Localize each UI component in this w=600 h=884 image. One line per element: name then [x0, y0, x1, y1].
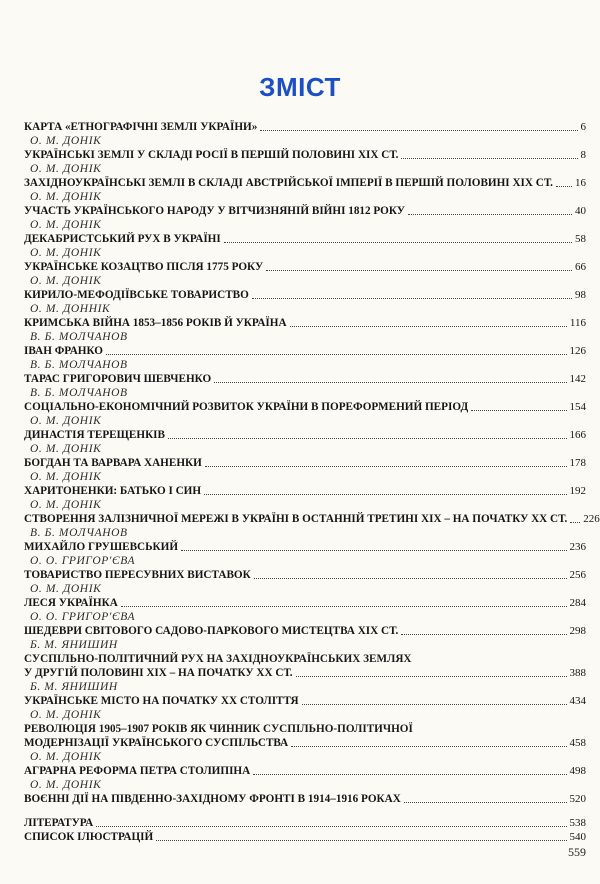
toc-entry-author: В. Б. МОЛЧАНОВ [30, 387, 128, 399]
toc-row [24, 816, 586, 830]
toc-row [24, 568, 586, 582]
toc-entry [24, 638, 586, 680]
toc-entry-title: КИРИЛО-МЕФОДІЇВСЬКЕ ТОВАРИСТВО [24, 289, 249, 301]
toc-entry [24, 134, 586, 162]
toc-entry-author: О. О. ГРИГОР'ЄВА [30, 611, 136, 623]
dot-leader [224, 242, 572, 243]
toc-row [24, 792, 586, 806]
toc-entry-title-line: СУСПІЛЬНО-ПОЛІТИЧНИЙ РУХ НА ЗАХІДНОУКРАЇНСЬКИХ ЗЕМЛЯХ [24, 653, 412, 665]
toc-entry-title: ВОЄННІ ДІЇ НА ПІВДЕННО-ЗАХІДНОМУ ФРОНТІ В 1914–1916 РОКАХ [24, 793, 401, 805]
dot-leader [254, 578, 567, 579]
toc-entry-title: БОГДАН ТА ВАРВАРА ХАНЕНКИ [24, 457, 202, 469]
dot-leader [96, 826, 566, 827]
dot-leader [253, 774, 566, 775]
toc-backmatter-entry [24, 816, 586, 830]
toc-entry-title: УКРАЇНСЬКЕ МІСТО НА ПОЧАТКУ XX СТОЛІТТЯ [24, 695, 299, 707]
table-of-contents [24, 120, 600, 844]
toc-entry [24, 302, 586, 330]
toc-entry-title: УКРАЇНСЬКІ ЗЕМЛІ У СКЛАДІ РОСІЇ В ПЕРШІЙ ПОЛОВИНІ XIX СТ. [24, 149, 399, 161]
toc-entry [24, 414, 586, 442]
dot-leader [302, 704, 567, 705]
toc-entry-author: О. М. ДОНІК [30, 219, 102, 231]
dot-leader [205, 466, 567, 467]
toc-page-number: 6 [580, 121, 586, 133]
toc-page-number: 166 [569, 429, 586, 441]
toc-page-number: 298 [569, 625, 586, 637]
toc-row [24, 484, 586, 498]
toc-entry-title: ЛІТЕРАТУРА [24, 817, 94, 829]
dot-leader [204, 494, 566, 495]
toc-page-number: 540 [569, 831, 586, 843]
section-gap [24, 806, 586, 816]
toc-entry-author: Б. М. ЯНИШИН [30, 639, 118, 651]
toc-entry-author: О. М. ДОНІК [30, 709, 102, 721]
toc-row [24, 232, 586, 246]
toc-entry-author: В. Б. МОЛЧАНОВ [30, 331, 128, 343]
toc-entry [24, 778, 586, 806]
toc-row [24, 288, 586, 302]
toc-row [24, 512, 600, 526]
toc-row [24, 764, 586, 778]
page-title: ЗМІСТ [259, 72, 341, 102]
toc-page-number: 538 [569, 817, 586, 829]
dot-leader [260, 130, 577, 131]
toc-page-number: 98 [575, 289, 586, 301]
toc-entry [24, 162, 586, 190]
toc-backmatter-entry [24, 830, 586, 844]
toc-page-number: 498 [569, 765, 586, 777]
toc-entry [24, 358, 586, 386]
toc-page-number: 126 [569, 345, 586, 357]
toc-entry-title: УЧАСТЬ УКРАЇНСЬКОГО НАРОДУ У ВІТЧИЗНЯНІЙ ВІЙНІ 1812 РОКУ [24, 205, 405, 217]
toc-entry [24, 708, 586, 750]
toc-entry [24, 120, 586, 134]
toc-entry-title: СОЦІАЛЬНО-ЕКОНОМІЧНИЙ РОЗВИТОК УКРАЇНИ В ПОРЕФОРМЕНИЙ ПЕРІОД [24, 401, 469, 413]
dot-leader [168, 438, 567, 439]
toc-row [24, 830, 586, 844]
toc-row [24, 204, 586, 218]
toc-entry-title: ДИНАСТІЯ ТЕРЕЩЕНКІВ [24, 429, 165, 441]
toc-entry-author: О. М. ДОНІК [30, 443, 102, 455]
toc-page-number: 116 [569, 317, 586, 329]
toc-entry-author: О. М. ДОНІК [30, 275, 102, 287]
dot-leader [266, 270, 572, 271]
toc-row [24, 120, 586, 134]
dot-leader [401, 158, 577, 159]
toc-entry-author: О. М. ДОНІК [30, 751, 102, 763]
toc-entry-author: О. М. ДОНІК [30, 415, 102, 427]
toc-entry-author: О. М. ДОНІК [30, 191, 102, 203]
page-number: 559 [568, 845, 586, 859]
toc-entry-author: О. М. ДОНІК [30, 471, 102, 483]
toc-entry-author: О. М. ДОНІК [30, 135, 102, 147]
toc-entry-title: АГРАРНА РЕФОРМА ПЕТРА СТОЛИПІНА [24, 765, 251, 777]
toc-entry-title: ІВАН ФРАНКО [24, 345, 104, 357]
toc-entry-author: О. М. ДОНІК [30, 583, 102, 595]
toc-entry-title: ХАРИТОНЕНКИ: БАТЬКО І СИН [24, 485, 202, 497]
toc-row [24, 694, 586, 708]
toc-page-number: 192 [569, 485, 586, 497]
toc-entry [24, 246, 586, 274]
toc-entry [24, 526, 586, 554]
toc-page-number: 520 [569, 793, 586, 805]
toc-page-number: 58 [575, 233, 586, 245]
toc-entry [24, 470, 586, 498]
toc-row [24, 596, 586, 610]
toc-entry-title: СПИСОК ІЛЮСТРАЦІЙ [24, 831, 154, 843]
dot-leader [121, 606, 567, 607]
toc-entry [24, 190, 586, 218]
toc-row [24, 428, 586, 442]
dot-leader [570, 522, 580, 523]
toc-row [24, 456, 586, 470]
toc-row [24, 176, 586, 190]
toc-entry [24, 680, 586, 708]
dot-leader [556, 186, 572, 187]
dot-leader [252, 298, 572, 299]
toc-entry-title: МОДЕРНІЗАЦІЇ УКРАЇНСЬКОГО СУСПІЛЬСТВА [24, 737, 289, 749]
toc-row [24, 148, 586, 162]
toc-entry-author: О. М. ДОННІК [30, 303, 111, 315]
toc-row [24, 624, 586, 638]
dot-leader [404, 802, 567, 803]
dot-leader [471, 410, 566, 411]
toc-entry [24, 386, 586, 414]
toc-entry-title: КРИМСЬКА ВІЙНА 1853–1856 РОКІВ Й УКРАЇНА [24, 317, 287, 329]
toc-page-number: 388 [569, 667, 586, 679]
toc-entry-author: О. М. ДОНІК [30, 499, 102, 511]
toc-page-number: 256 [569, 569, 586, 581]
toc-page-number: 40 [575, 205, 586, 217]
toc-entry-title: КАРТА «ЕТНОГРАФІЧНІ ЗЕМЛІ УКРАЇНИ» [24, 121, 258, 133]
toc-row [24, 736, 586, 750]
toc-page-number: 178 [569, 457, 586, 469]
toc-entry-title: У ДРУГІЙ ПОЛОВИНІ XIX – НА ПОЧАТКУ XX СТ. [24, 667, 293, 679]
toc-page-number: 284 [569, 597, 586, 609]
toc-entry-title: ДЕКАБРИСТСЬКИЙ РУХ В УКРАЇНІ [24, 233, 221, 245]
toc-entry-author: О. М. ДОНІК [30, 247, 102, 259]
toc-page-number: 8 [580, 149, 586, 161]
toc-row [24, 316, 586, 330]
toc-row [24, 260, 586, 274]
dot-leader [156, 840, 566, 841]
toc-entry-title: УКРАЇНСЬКЕ КОЗАЦТВО ПІСЛЯ 1775 РОКУ [24, 261, 264, 273]
dot-leader [401, 634, 566, 635]
toc-page-number: 154 [569, 401, 586, 413]
toc-entry [24, 750, 586, 778]
toc-row [24, 540, 586, 554]
toc-page-number: 142 [569, 373, 586, 385]
toc-entry-author: О. М. ДОНІК [30, 163, 102, 175]
toc-page-number: 16 [575, 177, 586, 189]
toc-entry-title: ЛЕСЯ УКРАЇНКА [24, 597, 118, 609]
dot-leader [290, 326, 567, 327]
toc-entry [24, 274, 586, 302]
toc-entry-title: МИХАЙЛО ГРУШЕВСЬКИЙ [24, 541, 179, 553]
toc-entry [24, 442, 586, 470]
dot-leader [408, 214, 572, 215]
toc-page-number: 66 [575, 261, 586, 273]
dot-leader [291, 746, 566, 747]
toc-entry-author: В. Б. МОЛЧАНОВ [30, 359, 128, 371]
dot-leader [296, 676, 567, 677]
toc-row [24, 666, 586, 680]
toc-entry [24, 582, 586, 610]
toc-entry-title: ТАРАС ГРИГОРОВИЧ ШЕВЧЕНКО [24, 373, 212, 385]
toc-row [24, 400, 586, 414]
toc-entry-title: СТВОРЕННЯ ЗАЛІЗНИЧНОЇ МЕРЕЖІ В УКРАЇНІ В ОСТАННІЙ ТРЕТИНІ XIX – НА ПОЧАТКУ XX СТ. [24, 513, 568, 525]
toc-entry-author: О. О. ГРИГОР'ЄВА [30, 555, 136, 567]
toc-entry-title: ТОВАРИСТВО ПЕРЕСУВНИХ ВИСТАВОК [24, 569, 251, 581]
toc-page-number: 434 [569, 695, 586, 707]
toc-entry [24, 218, 586, 246]
toc-entry-author: Б. М. ЯНИШИН [30, 681, 118, 693]
dot-leader [214, 382, 566, 383]
toc-page-number: 226 [583, 513, 600, 525]
toc-entry-title: ШЕДЕВРИ СВІТОВОГО САДОВО-ПАРКОВОГО МИСТЕЦТВА XIX СТ. [24, 625, 399, 637]
toc-entry [24, 554, 586, 582]
toc-page-number: 458 [569, 737, 586, 749]
toc-entry [24, 610, 586, 638]
toc-entry-title: ЗАХІДНОУКРАЇНСЬКІ ЗЕМЛІ В СКЛАДІ АВСТРІЙСЬКОЇ ІМПЕРІЇ В ПЕРШІЙ ПОЛОВИНІ XIX СТ. [24, 177, 553, 189]
toc-entry-author: В. Б. МОЛЧАНОВ [30, 527, 128, 539]
toc-row [24, 344, 586, 358]
toc-page-number: 236 [569, 541, 586, 553]
dot-leader [181, 550, 566, 551]
toc-entry-author: О. М. ДОНІК [30, 779, 102, 791]
toc-entry [24, 498, 600, 526]
toc-entry-title-line: РЕВОЛЮЦІЯ 1905–1907 РОКІВ ЯК ЧИННИК СУСПІЛЬНО-ПОЛІТИЧНОЇ [24, 723, 413, 735]
toc-entry [24, 330, 586, 358]
dot-leader [106, 354, 566, 355]
toc-row [24, 372, 586, 386]
